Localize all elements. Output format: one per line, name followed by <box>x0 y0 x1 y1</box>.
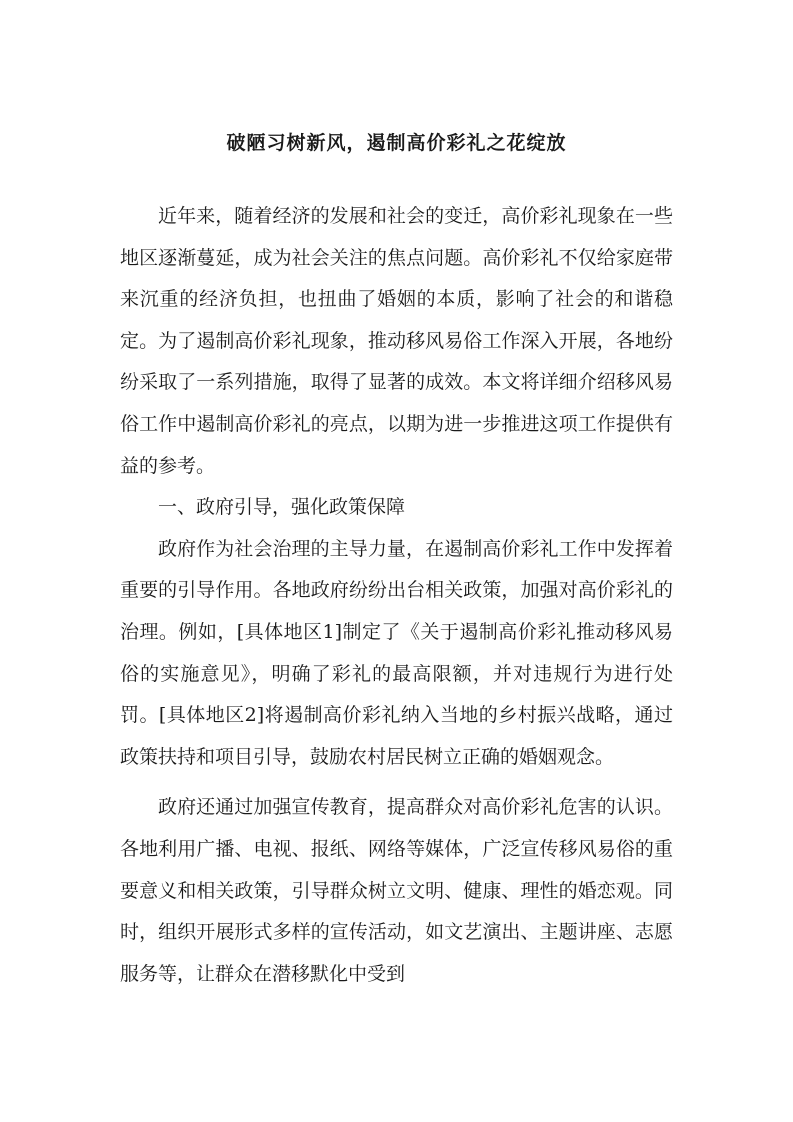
document-title: 破陋习树新风，遏制高价彩礼之花绽放 <box>226 132 567 154</box>
paragraph-intro: 近年来，随着经济的发展和社会的变迁，高价彩礼现象在一些地区逐渐蔓延，成为社会关注的焦点问题。高价彩礼不仅给家庭带来沉重的经济负担，也扭曲了婚姻的本质，影响了社会的和谐稳定。为了遏制高价彩礼现象，推动移风易俗工作深入开展，各地纷纷采取了一系列措施，取得了显著的成效。本文将详细介绍移风易俗工作中遏制高价彩礼的亮点，以期为进一步推进这项工作提供有益的参考。 <box>120 205 673 477</box>
paragraph-government-publicity: 政府还通过加强宣传教育，提高群众对高价彩礼危害的认识。各地利用广播、电视、报纸、网络等媒体，广泛宣传移风易俗的重要意义和相关政策，引导群众树立文明、健康、理性的婚恋观。同时，组织开展形式多样的宣传活动，如文艺演出、主题讲座、志愿服务等，让群众在潜移默化中受到 <box>120 796 673 985</box>
document-body <box>120 196 673 995</box>
section-heading-1: 一、政府引导，强化政策保障 <box>158 496 406 519</box>
paragraph-government-policy: 政府作为社会治理的主导力量，在遏制高价彩礼工作中发挥着重要的引导作用。各地政府纷纷出台相关政策，加强对高价彩礼的治理。例如，[具体地区1]制定了《关于遏制高价彩礼推动移风易俗的实施意见》，明确了彩礼的最高限额，并对违规行为进行处罚。[具体地区2]将遏制高价彩礼纳入当地的乡村振兴战略，通过政策扶持和项目引导，鼓励农村居民树立正确的婚姻观念。 <box>120 537 673 768</box>
